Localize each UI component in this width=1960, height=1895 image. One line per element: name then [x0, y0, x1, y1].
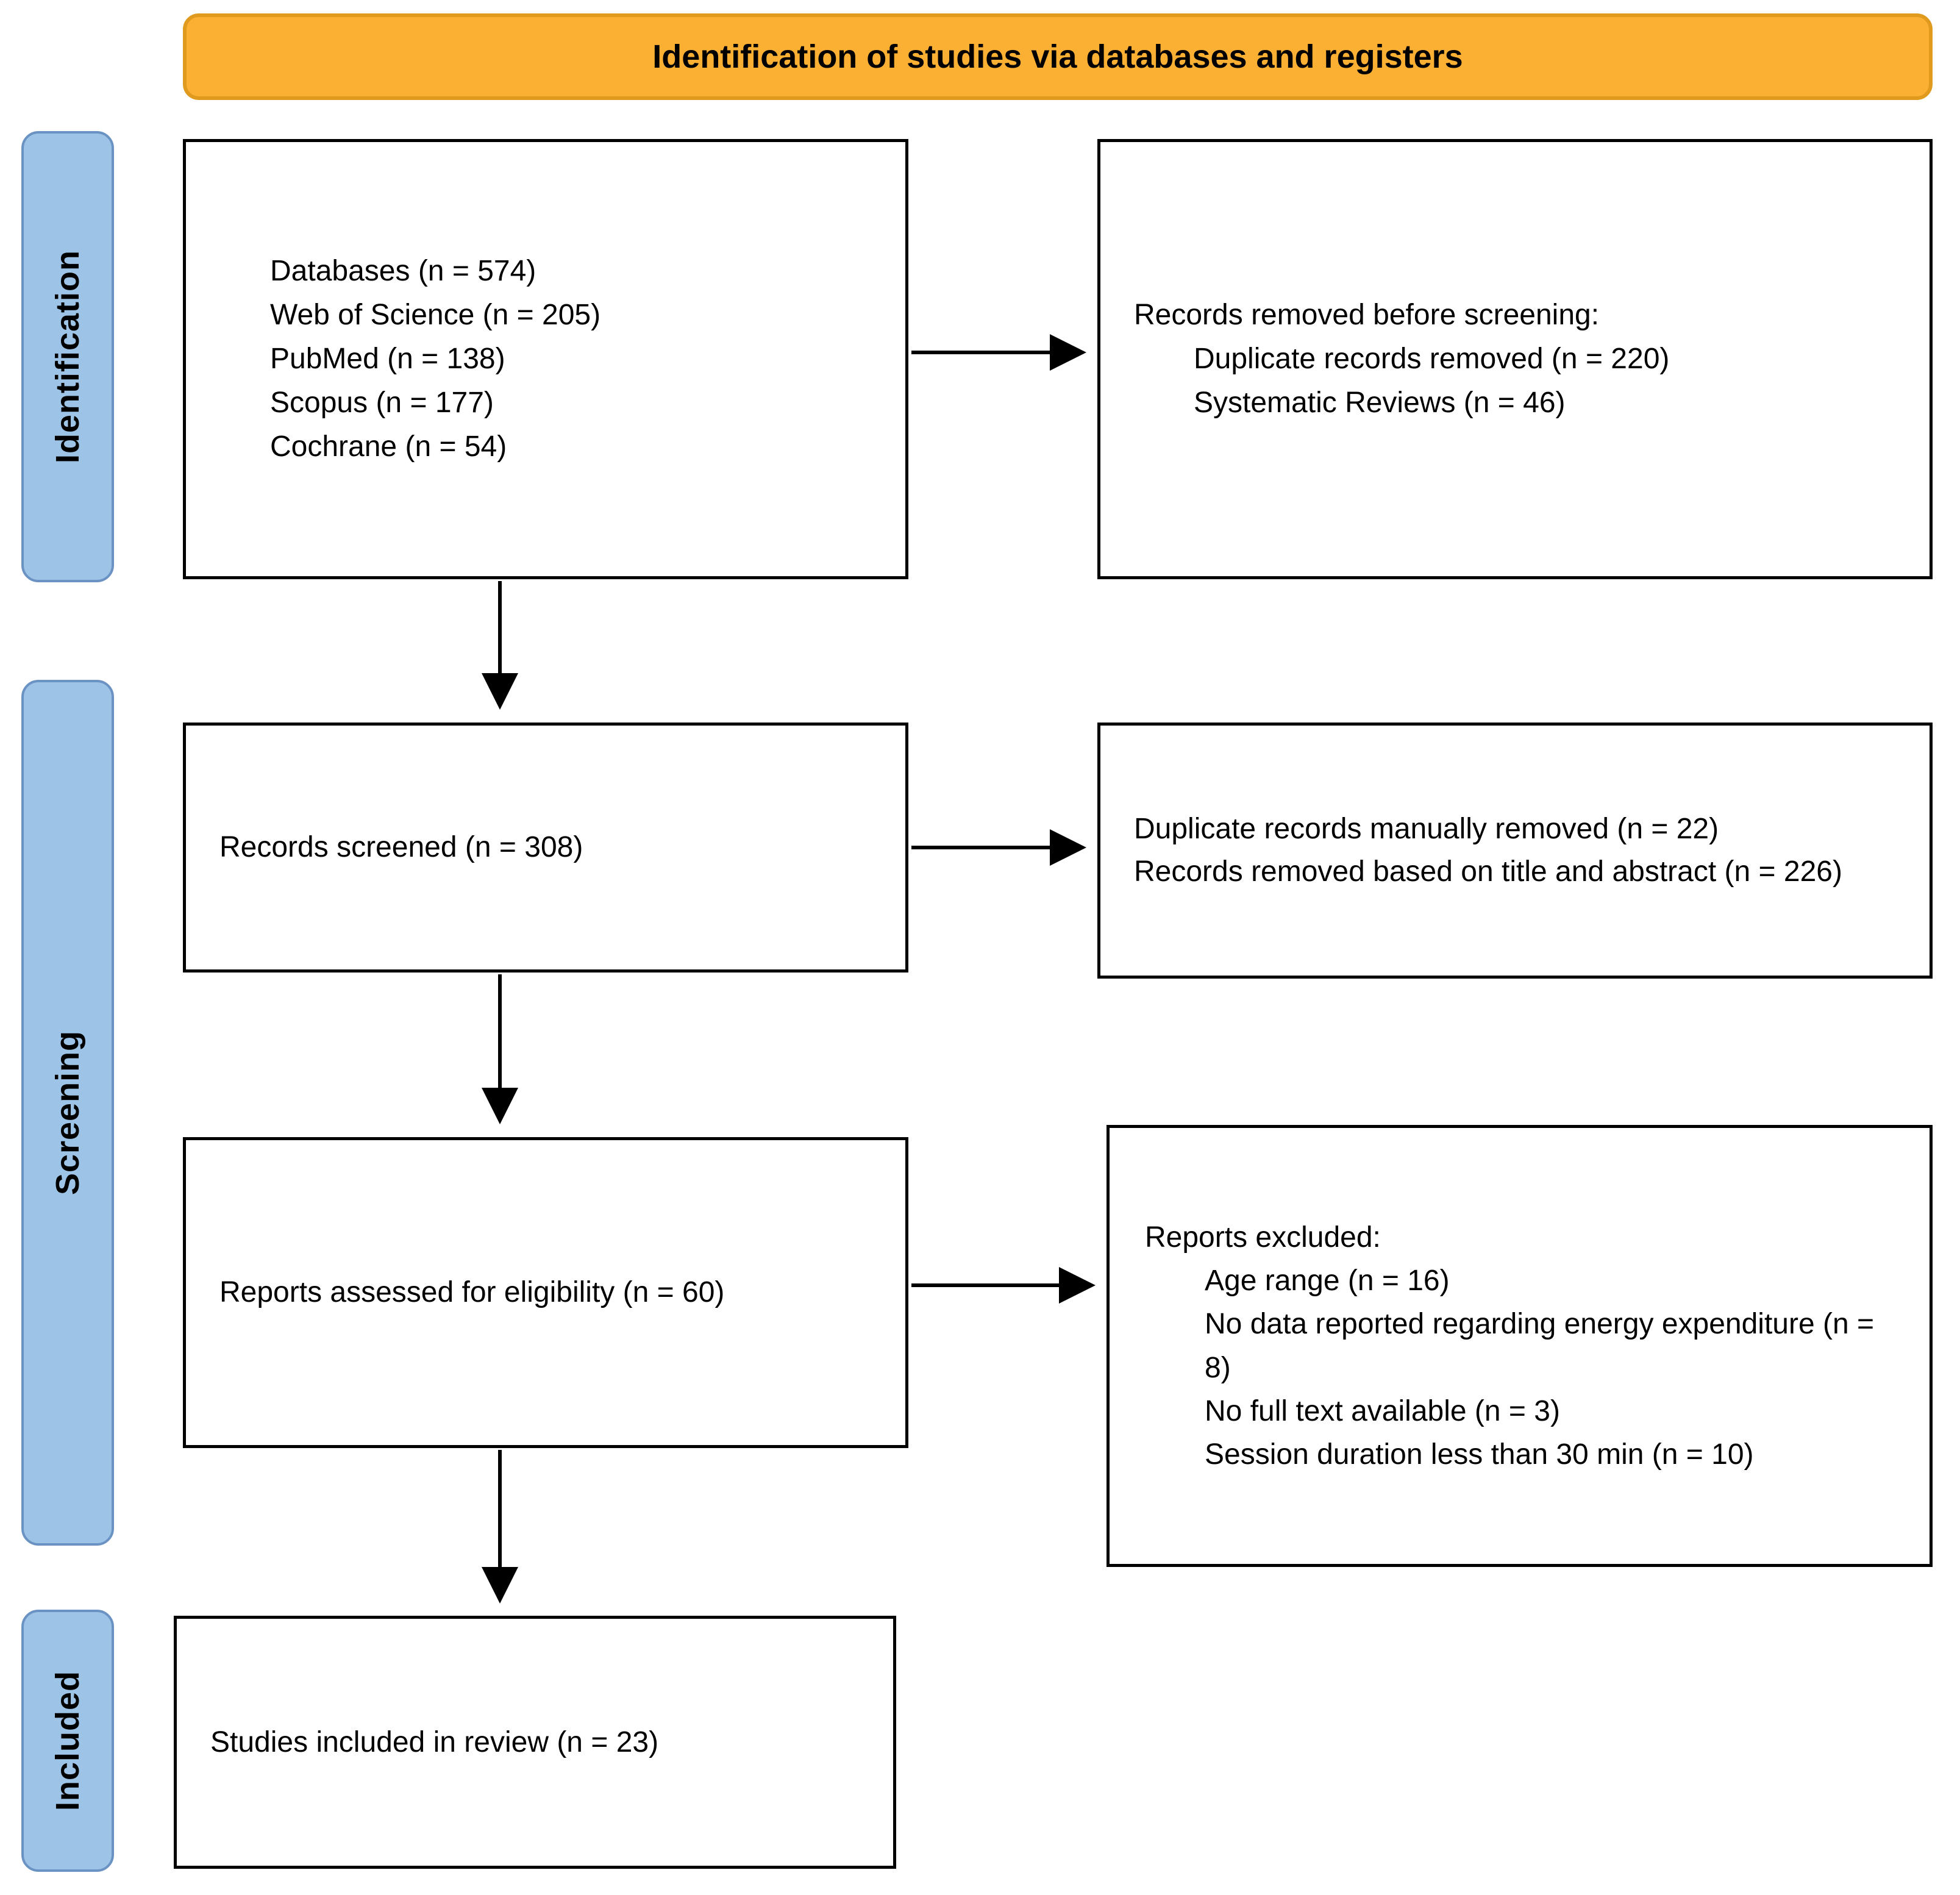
banner-title: Identification of studies via databases and registers [183, 13, 1933, 100]
box-studies-included [174, 1616, 896, 1869]
box-reports-excluded [1107, 1125, 1933, 1567]
databases-line-total: Databases (n = 574) [270, 255, 536, 287]
databases-line-cochrane: Cochrane (n = 54) [270, 430, 507, 463]
reports-assessed-text: Reports assessed for eligibility (n = 60) [219, 1276, 725, 1308]
stage-label-identification-text: Identification [49, 250, 86, 463]
excluded-item-no-full-text: No full text available (n = 3) [1205, 1394, 1560, 1427]
stage-label-screening-text: Screening [49, 1030, 86, 1196]
excluded-item-age-range: Age range (n = 16) [1205, 1265, 1450, 1297]
box-reports-assessed [183, 1137, 908, 1448]
removed-before-heading: Records removed before screening: [1134, 299, 1600, 331]
studies-included-text: Studies included in review (n = 23) [210, 1725, 659, 1758]
reports-excluded-heading: Reports excluded: [1145, 1221, 1381, 1254]
stage-label-included [21, 1610, 114, 1872]
box-records-removed-before-screening [1097, 139, 1933, 579]
excluded-item-no-data: No data reported regarding energy expenditure (n = 8) [1205, 1308, 1875, 1384]
stage-label-included-text: Included [49, 1670, 87, 1811]
removed-screening-line-duplicates: Duplicate records manually removed (n = 22) [1134, 813, 1719, 846]
excluded-item-duration: Session duration less than 30 min (n = 10) [1205, 1438, 1754, 1471]
databases-line-scopus: Scopus (n = 177) [270, 387, 494, 419]
box-records-removed-screening [1097, 723, 1933, 979]
databases-line-wos: Web of Science (n = 205) [270, 299, 601, 331]
box-databases [183, 139, 908, 579]
stage-label-identification [21, 131, 114, 582]
stage-label-screening [21, 680, 114, 1546]
records-screened-text: Records screened (n = 308) [219, 831, 583, 863]
box-records-screened [183, 723, 908, 972]
removed-before-item-duplicates: Duplicate records removed (n = 220) [1194, 343, 1670, 375]
removed-before-item-systematic-reviews: Systematic Reviews (n = 46) [1194, 387, 1566, 419]
databases-line-pubmed: PubMed (n = 138) [270, 343, 505, 375]
removed-screening-line-title-abstract: Records removed based on title and abstract (n = 226) [1134, 855, 1842, 888]
